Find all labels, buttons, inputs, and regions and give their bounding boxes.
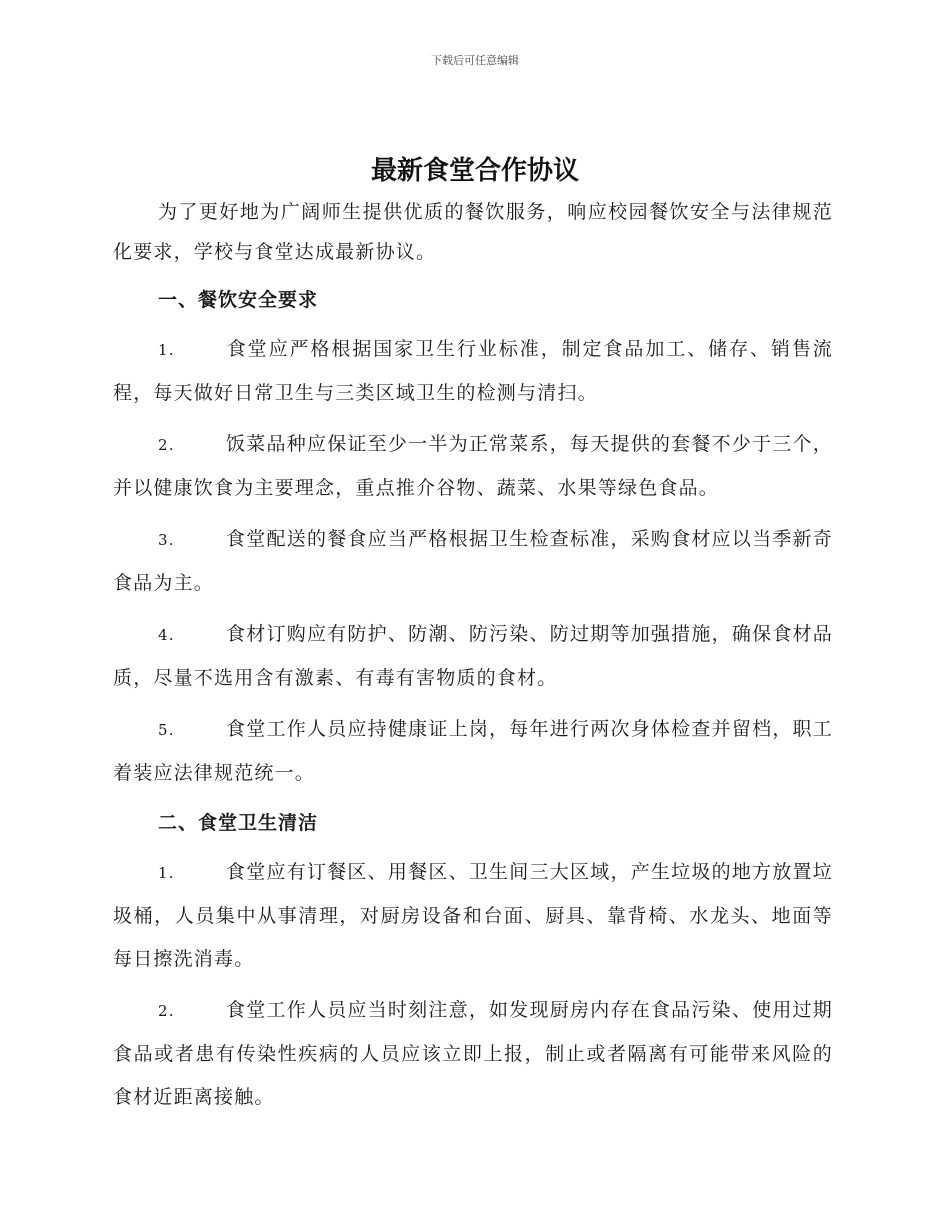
- item-number: 1.: [158, 341, 175, 359]
- section-heading-1: 一、餐饮安全要求: [158, 289, 319, 311]
- list-item: [113, 423, 833, 510]
- item-number: 4.: [158, 626, 175, 644]
- intro-paragraph: 为了更好地为广阔师生提供优质的餐饮服务，响应校园餐饮安全与法律规范化要求，学校与食堂达成最新协议。: [113, 201, 833, 263]
- header-note: 下载后可任意编辑: [431, 54, 519, 67]
- item-number: 2.: [158, 1002, 175, 1020]
- item-text: 食堂配送的餐食应当严格根据卫生检查标准，采购食材应以当季新奇食品为主。: [113, 528, 833, 594]
- item-text: 食堂应有订餐区、用餐区、卫生间三大区域，产生垃圾的地方放置垃圾桶，人员集中从事清理，对厨房设备和台面、厨具、靠背椅、水龙头、地面等每日擦洗消毒。: [113, 861, 833, 970]
- item-text: 食堂应严格根据国家卫生行业标准，制定食品加工、储存、销售流程，每天做好日常卫生与三类区域卫生的检测与清扫。: [113, 338, 833, 404]
- item-number: 5.: [158, 721, 175, 739]
- item-text: 食堂工作人员应持健康证上岗，每年进行两次身体检查并留档，职工着装应法律规范统一。: [113, 718, 833, 784]
- item-number: 2.: [158, 436, 175, 454]
- item-text: 饭菜品种应保证至少一半为正常菜系，每天提供的套餐不少于三个，并以健康饮食为主要理念，重点推介谷物、蔬菜、水果等绿色食品。: [113, 433, 833, 499]
- list-item: [113, 989, 833, 1119]
- document-body: [113, 192, 833, 1127]
- section-heading-2: 二、食堂卫生清洁: [158, 812, 319, 834]
- list-item: [113, 328, 833, 415]
- list-item: [113, 518, 833, 605]
- item-number: 1.: [158, 864, 175, 882]
- list-item: [113, 708, 833, 795]
- document-title: 最新食堂合作协议: [370, 156, 579, 186]
- item-text: 食堂工作人员应当时刻注意，如发现厨房内存在食品污染、使用过期食品或者患有传染性疾病的人员应该立即上报，制止或者隔离有可能带来风险的食材近距离接触。: [113, 999, 833, 1108]
- item-text: 食材订购应有防护、防潮、防污染、防过期等加强措施，确保食材品质，尽量不选用含有激素、有毒有害物质的食材。: [113, 623, 833, 689]
- item-number: 3.: [158, 531, 175, 549]
- list-item: [113, 851, 833, 981]
- list-item: [113, 613, 833, 700]
